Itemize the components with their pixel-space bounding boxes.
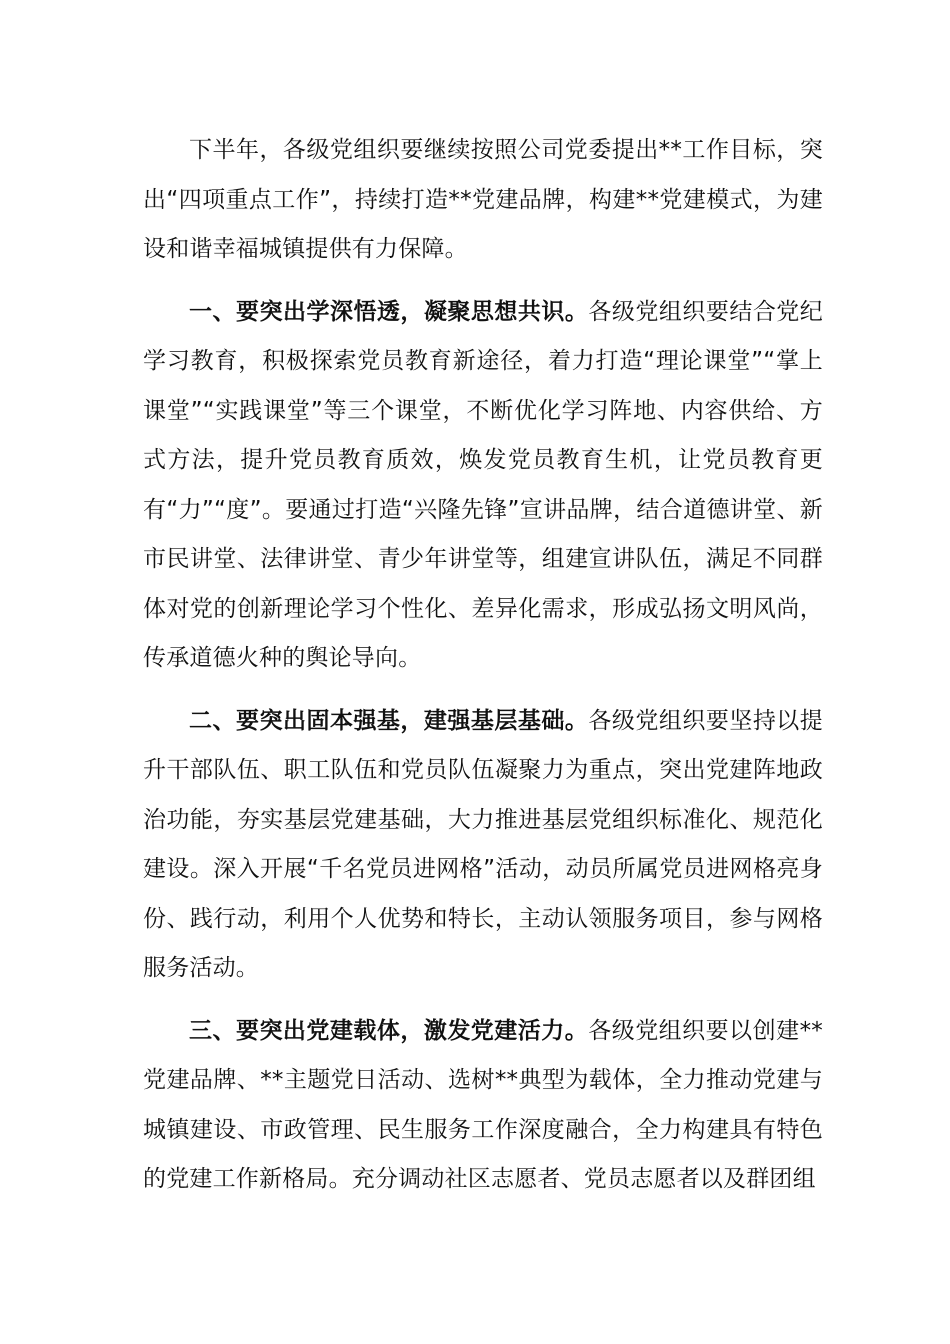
paragraph-text: 下半年，各级党组织要继续按照公司党委提出**工作目标，突出“四项重点工作”，持续打造**党建品牌，构建**党建模式，为建设和谐幸福城镇提供有力保障。 — [143, 137, 823, 262]
paragraph-heading: 三、要突出党建载体，激发党建活力。 — [189, 1017, 589, 1044]
paragraph-heading: 二、要突出固本强基，建强基层基础。 — [189, 707, 589, 734]
paragraph-text: 各级党组织要以创建**党建品牌、**主题党日活动、选树**典型为载体，全力推动党建与城镇建设、市政管理、民生服务工作深度融合，全力构建具有特色的党建工作新格局。充分调动社区志愿者、党员志愿者以及群团组 — [143, 1017, 823, 1192]
paragraph-section-1 — [143, 288, 823, 684]
document-body — [143, 126, 823, 1205]
paragraph-section-2 — [143, 697, 823, 994]
paragraph-section-3 — [143, 1007, 823, 1205]
paragraph-intro — [143, 126, 823, 275]
paragraph-heading: 一、要突出学深悟透，凝聚思想共识。 — [189, 298, 589, 325]
paragraph-text: 各级党组织要结合党纪学习教育，积极探索党员教育新途径，着力打造“理论课堂”“掌上课堂”“实践课堂”等三个课堂，不断优化学习阵地、内容供给、方式方法，提升党员教育质效，焕发党员教育生机，让党员教育更有“力”“度”。要通过打造“兴隆先锋”宣讲品牌，结合道德讲堂、新市民讲堂、法律讲堂、青少年讲堂等，组建宣讲队伍，满足不同群体对党的创新理论学习个性化、差异化需求，形成弘扬文明风尚，传承道德火种的舆论导向。 — [143, 298, 824, 671]
paragraph-text: 各级党组织要坚持以提升干部队伍、职工队伍和党员队伍凝聚力为重点，突出党建阵地政治功能，夯实基层党建基础，大力推进基层党组织标准化、规范化建设。深入开展“千名党员进网格”活动，动员所属党员进网格亮身份、践行动，利用个人优势和特长，主动认领服务项目，参与网格服务活动。 — [143, 707, 824, 981]
